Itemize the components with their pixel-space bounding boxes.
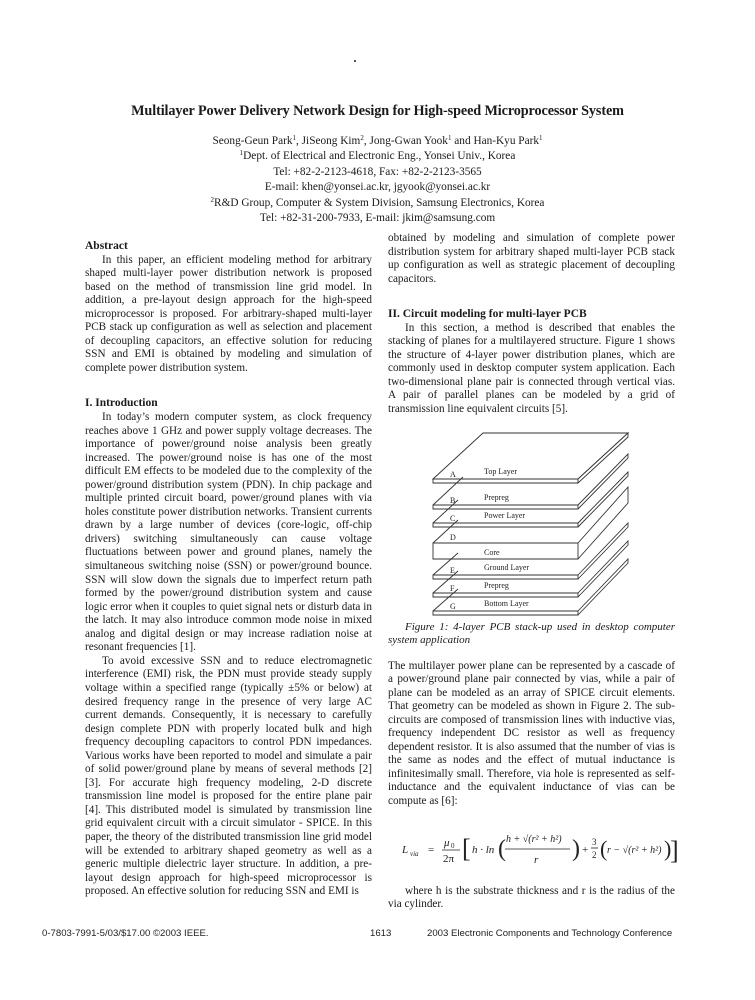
layer-letter: D xyxy=(450,532,456,542)
author-name: Seong-Geun Park xyxy=(212,135,293,147)
affiliation-1 xyxy=(0,149,755,164)
eq-frac-num: h + √(r² + h²) xyxy=(506,833,562,845)
paper-title: Multilayer Power Delivery Network Design for High-speed Microprocessor System xyxy=(131,103,624,119)
affiliation-mark: 2 xyxy=(360,134,364,142)
introduction-paragraph-2-continued: obtained by modeling and simulation of complete power distribution system for arbitrary shaped multi-layer PCB stack up configuration as well as strategic placement of decoupling capacitors. xyxy=(388,232,675,285)
affiliation-1-tel: Tel: +82-2-2123-4618, Fax: +82-2-2123-3565 xyxy=(273,165,482,178)
section-2-paragraph-2: The multilayer power plane can be represented by a cascade of a power/ground plane pair connected by vias, while a pair of plane can be modeled as an array of SPICE circuit elements. That geometry can be modeled as shown in Figure 2. The sub-circuits are composed of transmission lines with inductive vias, frequency independent DC resistor as well as frequency dependent resistor. It is also assumed that the number of vias is the same as nodes and the effect of mutual inductance is infinitesimally small. Therefore, via hole is represented as self- inductance and the equivalent inductance of vias can be compute as [6]: xyxy=(388,659,675,808)
layer-letter: B xyxy=(450,495,456,505)
eq-plus: + xyxy=(582,843,589,856)
introduction-paragraph-2: To avoid excessive SSN and to reduce electromagnetic interference (EMI) risk, the PDN must provide steady supply voltage within a specified range (typically ±5% or below) at desired frequency range in the presence of very large AC current demands. Consequently, it is necessary to carefully design complete PDN with properly located bulk and high frequency decoupling capacitors to control PDN impedances. Various works have been reported to model and simulate a pair of solid power/ground plane by means of several methods [2][3]. For accurate high frequency modeling, 2-D discrete transmission line model is proposed for the entire plane pair [4]. This distributed model is simulated by transmission line grid equivalent circuit with a circuit simulator - SPICE. In this paper, the theory of the distributed transmission line grid model will be extended to arbitrary shaped geometry as well as a generic multiple dielectric layer structure. In addition, a pre-layout design approach for high-speed microprocessor is proposed. An effective solution for reducing SSN and EMI is xyxy=(85,654,372,898)
affiliation-text: Dept. of Electrical and Electronic Eng., Yonsei Univ., Korea xyxy=(243,150,516,163)
footer-conference: 2003 Electronic Components and Technology Conference xyxy=(427,928,673,939)
via-inductance-equation xyxy=(388,821,679,877)
layer-letter: G xyxy=(450,601,456,611)
svg-text:=: = xyxy=(428,843,435,856)
figure-1 xyxy=(388,427,675,617)
affiliation-2 xyxy=(0,196,755,211)
svg-text:): ) xyxy=(664,835,672,861)
layer-letter: C xyxy=(450,513,456,523)
layer-label: Ground Layer xyxy=(484,562,530,572)
affiliation-2-contact: Tel: +82-31-200-7933, E-mail: jkim@samsung.com xyxy=(259,212,496,225)
affiliation-1-email: E-mail: khen@yonsei.ac.kr, jgyook@yonsei.ac.kr xyxy=(264,181,491,194)
eq-lhs-sub: via xyxy=(410,849,419,858)
layer-label: Prepreg xyxy=(484,492,509,502)
figure-1-caption: Figure 1: 4-layer PCB stack-up used in desktop computer system application xyxy=(388,620,675,647)
author-name: Jong-Gwan Yook xyxy=(369,135,448,147)
section-2-paragraph-1: In this section, a method is described that enables the stacking of planes for a multilayered structure. Figure 1 shows the structure of 4-layer power distribution planes, which are commonly used in desktop computer system application. Each two-dimensional plane pair is connected through vertical vias. A pair of parallel planes can be modeled by a grid of transmission line equivalent circuits [5]. xyxy=(388,321,675,416)
footer-isbn: 0-7803-7991-5/03/$17.00 ©2003 IEEE. xyxy=(42,928,209,939)
affiliation-mark: 2 xyxy=(210,195,215,204)
affiliation-mark: 1 xyxy=(239,149,244,158)
eq-mu: μ xyxy=(444,836,450,849)
abstract-heading: Abstract xyxy=(85,240,128,252)
layer-label: Bottom Layer xyxy=(484,598,529,608)
layer-label: Power Layer xyxy=(484,510,526,520)
section-2-paragraph-3: where h is the substrate thickness and r is the radius of the via cylinder. xyxy=(388,884,675,911)
eq-2pi: 2π xyxy=(443,852,455,865)
abstract-text: In this paper, an efficient modeling method for arbitrary shaped multi-layer power distribution network is proposed based on the method of transmission line grid model. In addition, a pre-layout design approach for the high-speed microprocessor is proposed. For arbitrary-shaped multi-layer PCB stack up configuration as well as selection and placement of decoupling capacitors, an effective solution for reducing SSN and EMI is obtained by modeling and simulation of complete power distribution system. xyxy=(85,253,372,374)
eq-frac-den: r xyxy=(534,853,539,866)
layer-label: Core xyxy=(484,547,500,557)
scan-speck xyxy=(354,60,356,62)
layer-letter: E xyxy=(450,565,455,575)
eq-mu-sub: 0 xyxy=(451,841,455,850)
author-name: JiSeong Kim xyxy=(301,135,361,147)
author-names xyxy=(0,134,755,149)
eq-h-ln: h · ln xyxy=(472,843,495,856)
svg-text:(: ( xyxy=(498,835,506,862)
author-name: Han-Kyu Park xyxy=(473,135,540,147)
svg-text:[: [ xyxy=(462,833,471,863)
layer-letter: F xyxy=(450,583,455,593)
layer-label: Top Layer xyxy=(484,466,517,476)
left-column xyxy=(85,240,372,899)
affiliation-mark: 1 xyxy=(539,134,543,142)
footer-page-number: 1613 xyxy=(370,928,392,939)
svg-text:): ) xyxy=(572,835,580,862)
eq-lhs: L xyxy=(402,843,409,856)
separator: and xyxy=(451,135,474,147)
author-block xyxy=(0,134,755,226)
affiliation-text: R&D Group, Computer & System Division, Samsung Electronics, Korea xyxy=(214,196,545,209)
introduction-heading: I. Introduction xyxy=(85,397,158,410)
separator: , xyxy=(363,135,370,147)
separator: , xyxy=(296,135,302,147)
affiliation-mark: 1 xyxy=(292,134,296,142)
svg-text:(: ( xyxy=(600,835,608,861)
right-column xyxy=(388,232,679,912)
eq-3: 3 xyxy=(592,836,597,847)
layer-label: Prepreg xyxy=(484,580,509,590)
equation-graphic xyxy=(402,821,682,877)
layer-letter: A xyxy=(450,469,456,479)
affiliation-mark: 1 xyxy=(447,134,452,142)
eq-term2: r − √(r² + h²) xyxy=(607,844,662,856)
section-2-heading: II. Circuit modeling for multi-layer PCB xyxy=(388,308,587,321)
svg-text:]: ] xyxy=(670,835,679,865)
eq-2: 2 xyxy=(592,849,597,860)
introduction-paragraph-1: In today’s modern computer system, as clock frequency reaches above 1 GHz and power supply voltage decreases. The importance of power/ground noise analysis been greatly increased. The power/ground noise is has one of the most difficult EM effects to be modeled due to the complexity of the power/ground distribution system (PDN). In chip package and multiple printed circuit board, power/ground planes with via holes constitute power distribution networks. Transient currents drawn by a large number of devices (core-logic, off-chip drivers) switching simultaneously can cause voltage fluctuations between power and ground planes, namely the simultaneous switching noise (SSN) or power/ground bounce. SSN will slow down the signals due to imperfect return path formed by the power/ground distribution system and cause logic error when it couples to quiet signal nets or disturb data in the latch. It may also introduce common mode noise in mixed analog and digital design or may increase radiation noise at resonant frequencies [1]. xyxy=(85,411,372,654)
pcb-stackup-diagram xyxy=(428,427,643,617)
